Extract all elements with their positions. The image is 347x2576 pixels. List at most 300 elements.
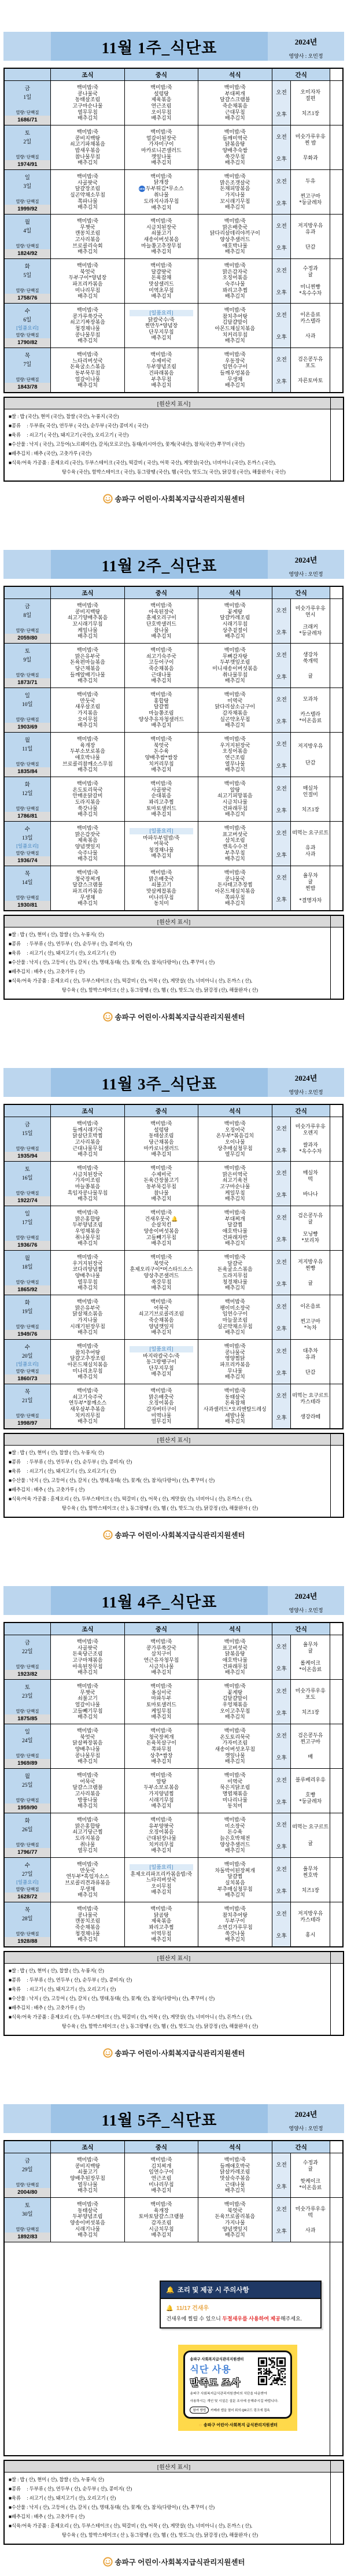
snack-item: 미니찐빵 [300, 284, 321, 290]
day-of-week-label: 화 [24, 782, 30, 788]
breakfast-menu-cell [50, 304, 124, 348]
notice-area-cell [4, 2242, 330, 2456]
dinner-menu-cell [198, 259, 272, 304]
snack-items-cell [291, 866, 330, 911]
menu-item: 미나리무침 [149, 2181, 174, 2187]
snack-items-cell [291, 1858, 330, 1902]
menu-item: 백미밥/죽 [150, 2157, 172, 2163]
menu-item: 돈육굴소스볶음 [217, 1266, 253, 1273]
menu-item: 닭살단호박찜 [72, 1133, 103, 1139]
menu-item: 백미밥/죽 [76, 1210, 99, 1216]
day-of-week-label: 토 [24, 2203, 30, 2209]
menu-item: 무나물 [227, 1368, 243, 1374]
snack-ampm-cell [272, 1635, 291, 1680]
menu-item: 배추김치 [224, 1285, 245, 1291]
day-of-week-label: 월 [24, 1774, 30, 1780]
menu-item: 콩비지백탕 [75, 2163, 101, 2169]
menu-item: 쇠불고기 [77, 2169, 98, 2175]
snack-item: 율무차 [302, 872, 318, 878]
snack-ampm-cell [272, 644, 291, 688]
menu-item: 배추김치 [77, 249, 98, 255]
menu-item: 제육볶음 [151, 97, 172, 103]
breakfast-menu-cell [50, 644, 124, 688]
snack-pm-label: 오후 [276, 853, 287, 859]
day-of-week-label: 수 [24, 309, 30, 315]
breakfast-menu-cell [50, 599, 124, 644]
snack-item: 사과 [305, 2227, 316, 2233]
day-cell [4, 1384, 50, 1429]
day-of-week-label: 화 [24, 264, 30, 270]
snack-am-items [291, 356, 330, 369]
menu-item: 도라지사과무침 [143, 198, 179, 205]
day-row [4, 1769, 343, 1813]
snack-am-items [291, 89, 330, 102]
menu-item: 훈제오리구이 [146, 615, 176, 621]
menu-item: 상추겉절이 [222, 627, 248, 633]
menu-item: 명엽채볶음 [222, 1791, 248, 1797]
menu-item: 북엇국 [80, 1734, 95, 1740]
menu-item: 꼬시래기무침 [72, 621, 103, 627]
snack-item: *둥글레차 [299, 1798, 322, 1804]
menu-item: 배추김치 [151, 1714, 172, 1720]
menu-item: 시금치나물 [222, 799, 248, 805]
snack-item: 찐 밤 [304, 140, 316, 146]
day-row [4, 170, 343, 215]
snack-am-label: 오전 [276, 2163, 287, 2168]
smiley-icon: ☺ [198, 2423, 202, 2427]
menu-item: 시금치나물 [149, 1663, 174, 1669]
calorie-protein-label: 열량/ 단백질 [16, 851, 39, 856]
origin-line: ■식육/어육 가공품 : 훈제오리 ( 산), 두부스테이크 ( 산), 떡갈비 ( 산), 어묵 ( 산), 게맛살( 산), 너비아니 ( 산), 돈까스 ( 산), [9, 2523, 253, 2529]
menu-item: 근대무침 [224, 109, 245, 115]
menu-item: 실곤약채소무침 [70, 192, 105, 198]
snack-item: 쌀과자 [302, 1142, 318, 1148]
menu-item: 백미밥/죽 [150, 870, 172, 876]
menu-item: 백미밥/죽 [150, 1683, 172, 1690]
menu-item: 연두부*흑임자소스 [66, 1873, 109, 1880]
snack-item: 포도 [305, 363, 316, 369]
snack-items-cell [291, 2198, 330, 2242]
menu-item: 사과샐러드*오리엔탈드레싱 [203, 1406, 267, 1412]
menu-item: 맑은조갯살국 [220, 179, 250, 186]
menu-item: 맑은홍합탕 [75, 1215, 101, 1222]
menu-item: 마늘쫑고추장무침 [141, 242, 182, 249]
menu-item: 백미밥/죽 [224, 84, 246, 91]
snack-am-items [291, 1688, 330, 1701]
snack-item: 수정과 [302, 265, 318, 271]
center-logo-smiley-icon [103, 2557, 113, 2567]
menu-item: 우엉채볶음 [222, 1702, 248, 1708]
one-dish-day-tag: [일품요리] [16, 1879, 39, 1885]
extra-cell [330, 1680, 343, 1724]
menu-item: 돈육간장불고기 [143, 1177, 179, 1184]
menu-item: 오징어볶음 [222, 748, 248, 755]
snack-items-cell [291, 1902, 330, 1947]
snack-item: 귤 [308, 2165, 313, 2172]
menu-item: 닭다리살데리야끼구이 [209, 230, 260, 236]
menu-item: 육개장 [153, 2207, 169, 2213]
day-of-week-label: 일 [24, 1211, 30, 1217]
menu-item: 배추김치 [77, 1803, 98, 1809]
menu-item: 백미밥/죽 [224, 736, 246, 742]
menu-item: 치커리무침 [149, 760, 174, 767]
snack-item: 미숫가루우유 [295, 605, 326, 611]
date-label: 29일 [22, 2167, 33, 2173]
menu-item: 백미밥/죽 [224, 1683, 246, 1690]
snack-items-cell [291, 81, 330, 125]
snack-pm-label: 오후 [276, 2229, 287, 2235]
menu-item: 콩나물국 [77, 90, 98, 97]
menu-item: 감자채볶음 [222, 710, 248, 716]
week-section [3, 2104, 344, 2568]
lunch-column-header: 중식 [125, 1104, 198, 1117]
origin-label-box [3, 1951, 344, 2036]
menu-item: 달걀장조림 [75, 186, 101, 192]
calorie-protein-value: 1923/82 [5, 1670, 50, 1679]
menu-item: 배추김치 [77, 1418, 98, 1425]
snack-item: 블루베리우유 [295, 1777, 326, 1783]
menu-item: 배추김치 [77, 1892, 98, 1898]
snack-am-items [291, 1866, 330, 1879]
origin-box-title: [원산지 표시] [5, 1434, 343, 1446]
snack-item: *보리차 [301, 1237, 320, 1244]
menu-item: 백미밥/죽 [224, 1121, 246, 1127]
snack-column-header: 간식 [272, 586, 330, 599]
calorie-protein-label: 열량/ 단백질 [16, 1146, 39, 1151]
snack-ampm-cell [272, 215, 291, 259]
menu-item: 쇠고기피망볶음 [217, 793, 253, 799]
dinner-menu-cell [198, 1858, 272, 1902]
calorie-protein-label: 열량/ 단백질 [16, 717, 39, 722]
menu-item: 콩가루쑥갓국 [72, 313, 103, 319]
snack-am-label: 오전 [276, 1644, 287, 1650]
snack-item: 수정과 [302, 2159, 318, 2165]
extra-cell [330, 170, 343, 215]
menu-item: 꽈리고추찜 [149, 1924, 174, 1930]
menu-item: 열무나물 [77, 2181, 98, 2187]
snack-pm-label: 오후 [276, 897, 287, 903]
breakfast-menu-cell [50, 1340, 124, 1384]
menu-item: 참나물 [153, 1189, 169, 1196]
day-of-week-label: 일 [24, 1729, 30, 1735]
day-column-header [4, 2141, 50, 2153]
date-label: 20일 [22, 1354, 33, 1359]
menu-item: 실치볶음 [224, 1880, 245, 1886]
snack-pm-items [291, 807, 330, 813]
day-of-week-label: 화 [24, 1819, 30, 1824]
menu-item: 달걀스크램블 [72, 1784, 103, 1791]
menu-item: 달걀카레조림 [220, 615, 250, 621]
date-label: 13일 [22, 836, 33, 841]
breakfast-menu-cell [50, 259, 124, 304]
snack-am-label: 오전 [276, 1215, 287, 1221]
snack-item: 홍시 [305, 1931, 316, 1938]
day-row [4, 822, 343, 866]
menu-item: 양상추콘샐러드 [143, 1273, 179, 1278]
menu-item: 백미밥/죽 [150, 218, 172, 224]
snack-pm-label: 오후 [276, 1755, 287, 1761]
snack-item: 찐밤 [305, 885, 316, 891]
menu-item: 김치찌개 [151, 2163, 172, 2169]
menu-item: 연두부*참깨소스 [68, 1400, 107, 1406]
snack-items-cell [291, 1206, 330, 1251]
menu-item: 배추김치 [77, 678, 98, 684]
snack-am-items [291, 696, 330, 703]
extra-cell [330, 215, 343, 259]
menu-item: 가지양념찜 [149, 1791, 174, 1797]
dinner-menu-cell [198, 215, 272, 259]
menu-item: 쑥갓무침 [224, 153, 245, 160]
menu-item: 부추무침 [151, 376, 172, 382]
menu-item: 우동장국 [224, 357, 245, 364]
menu-item: 배추김치 [151, 767, 172, 773]
snack-am-label: 오전 [276, 1304, 287, 1310]
snack-pm-items [291, 110, 330, 117]
center-logo-smiley-icon [103, 1530, 113, 1540]
snack-am-items [291, 873, 330, 892]
snack-item: 검은콩두유 [298, 356, 323, 363]
menu-item: 참나물무침 [75, 153, 101, 160]
menu-item: 배추김치 [151, 1329, 172, 1336]
week-title: 11월 4주_식단표 [51, 1586, 268, 1615]
lunch-menu-cell [125, 599, 198, 644]
menu-item: 맑은배춧국 [149, 875, 174, 882]
band-left-spacer [3, 32, 51, 61]
snack-item: 저지방우유 [298, 223, 323, 229]
menu-item: 콩나물국 [77, 1912, 98, 1918]
menu-item: 오이무침 [77, 716, 98, 722]
menu-item: 육개장 [80, 742, 95, 748]
extra-cell [330, 1902, 343, 1947]
menu-item: 배추김치 [224, 1669, 245, 1676]
menu-item: 사골팟국 [77, 1644, 98, 1651]
menu-item: 연근조림 [224, 755, 245, 760]
menu-item: 미역국 [227, 1778, 243, 1784]
day-of-week-label: 금 [24, 1122, 30, 1128]
menu-item: 동태살조림 [149, 1133, 174, 1139]
menu-item: 양상추샐러드 [220, 1841, 250, 1847]
dinner-menu-cell [198, 1384, 272, 1429]
menu-item: 닭다리살소금구이 [215, 704, 256, 710]
snack-pm-items [291, 1660, 330, 1673]
menu-item: 코다리양념찜 [72, 1266, 103, 1273]
snack-item: 떡 [308, 2212, 313, 2219]
snack-items-cell [291, 822, 330, 866]
menu-item: 마파두부 [151, 1695, 172, 1702]
snack-am-label: 오전 [276, 831, 287, 837]
menu-item: 백미밥/죽 [224, 173, 246, 180]
snack-am-items [291, 2206, 330, 2219]
snack-items-cell [291, 688, 330, 733]
calorie-protein-value: 1860/73 [5, 1374, 50, 1384]
menu-item: 백미밥/죽 [76, 218, 99, 224]
menu-item: 백미밥/죽 [150, 603, 172, 609]
origin-box-title: [원산지 표시] [5, 1952, 343, 1964]
snack-item: 귤 [308, 672, 313, 679]
calorie-protein-value: 1998/97 [5, 1419, 50, 1428]
day-row [4, 304, 343, 348]
extra-cell [330, 81, 343, 125]
menu-item: 묵은지닭조림 [220, 1784, 250, 1791]
snack-pm-label: 오후 [276, 1282, 287, 1288]
menu-item: 캔꽁치조림 [75, 1918, 101, 1924]
day-of-week-label: 월 [24, 738, 30, 744]
snack-am-items [291, 2160, 330, 2172]
day-of-week-label: 일 [24, 175, 30, 181]
snack-am-items [291, 1348, 330, 1361]
origin-line: ■콩류 : 두부류( 국산), 연두부 ( 국산), 순두부 (국산) 콩비지 ( 국산) [9, 423, 149, 428]
menu-item: 삼치구이 [151, 1651, 172, 1657]
menu-item: 청경채나물 [75, 326, 101, 331]
lunch-menu-cell [125, 1251, 198, 1295]
snack-am-items [291, 605, 330, 618]
menu-item: 백미밥/죽 [76, 1299, 99, 1305]
menu-item: 케일무침 [224, 1189, 245, 1196]
snack-ampm-cell [272, 1858, 291, 1902]
day-cell [4, 1902, 50, 1947]
calorie-protein-value: 1796/77 [5, 1848, 50, 1857]
snack-items-cell [291, 2153, 330, 2198]
snack-pm-items [291, 2227, 330, 2234]
snack-pm-label: 오후 [276, 630, 287, 636]
menu-table [3, 586, 344, 911]
menu-item: 두부깻잎조림 [220, 659, 250, 666]
menu-item: 돈육브로콜리볶음 [215, 2213, 256, 2220]
menu-item: 차돌박이된장찌개 [215, 1867, 256, 1873]
menu-item: 배추김치 [224, 1240, 245, 1247]
menu-item: 달걀팟국 [151, 268, 172, 275]
lunch-menu-cell [125, 304, 198, 348]
menu-item: 캔옥수수전 [222, 844, 248, 849]
date-label: 3일 [23, 184, 32, 190]
snack-ampm-cell [272, 1902, 291, 1947]
snack-pm-items [291, 1231, 330, 1244]
snack-pm-items [291, 1840, 330, 1847]
menu-item: 홍합탕 [153, 697, 169, 704]
menu-item: 배추김치 [77, 160, 98, 166]
calorie-protein-label: 열량/ 단백질 [16, 1753, 39, 1758]
snack-item: 귤 [308, 271, 313, 278]
day-row [4, 1680, 343, 1724]
calorie-protein-label: 열량/ 단백질 [16, 1191, 39, 1196]
snack-ampm-cell [272, 1162, 291, 1206]
band-left-spacer [3, 1068, 51, 1097]
week-header-band [3, 550, 344, 579]
menu-item: 부추무침 [224, 849, 245, 856]
snack-item: 찐빵 [305, 1265, 316, 1272]
lunch-menu-cell [125, 866, 198, 911]
origin-box-title: [원산지 표시] [5, 916, 343, 927]
menu-item: 수제비국 [151, 1171, 172, 1177]
menu-item: 건파래자반 [222, 1234, 248, 1240]
menu-item: 동태살국 [224, 1394, 245, 1400]
menu-item: 달걀찜 [227, 1222, 243, 1228]
day-of-week-label: 금 [24, 86, 30, 92]
snack-pm-items [291, 155, 330, 161]
day-cell [4, 1635, 50, 1680]
menu-item: 고구마순나물 [72, 103, 103, 109]
survey-method-text: 카메라 앱을 열어 위의 QR코드 링크에 접속 [211, 2409, 270, 2412]
day-of-week-label: 목 [24, 1908, 30, 1913]
snack-item: 모닝빵 [302, 1231, 318, 1237]
menu-table [3, 1622, 344, 1947]
menu-item: 콩나물국 [224, 1349, 245, 1355]
menu-item: 실곤약초무침 [220, 716, 250, 722]
day-of-week-label: 토 [24, 1685, 30, 1691]
notice-row [4, 2242, 343, 2456]
menu-item: 백미밥/죽 [150, 1817, 172, 1823]
snack-pm-label: 오후 [276, 246, 287, 252]
menu-item: 백미밥/죽 [150, 1906, 172, 1912]
origin-line: ■쌀 : 밥 ( 산), 현미 ( 산), 찹쌀 ( 산), 누룽지( 산) [9, 1968, 104, 1973]
snack-am-label: 오전 [276, 875, 287, 881]
calorie-protein-label: 열량/ 단백질 [16, 1887, 39, 1892]
origin-line: ■수산물 : 낙지 ( 산), 고등어 ( 산), 갈치 ( 산), 명태,동태( 산), 꽃게( 산), 참치(다랑어) ( 산), 쭈꾸미 ( 산) [9, 2505, 215, 2510]
menu-item: 백미밥/죽 [150, 173, 172, 179]
menu-item: 늙은호박채전 [220, 1835, 250, 1841]
breakfast-menu-cell [50, 1813, 124, 1858]
one-dish-day-tag: [일품요리] [16, 1361, 39, 1367]
snack-item: 치즈1장 [301, 806, 320, 812]
extra-cell [330, 733, 343, 777]
snack-pm-items [291, 284, 330, 297]
menu-item: 백미밥/죽 [76, 781, 99, 787]
day-row [4, 1251, 343, 1295]
origin-line: ■식육/어육 가공품 : 훈제오리 ( 산), 두부스테이크 ( 산), 떡갈비 ( 산), 어묵 ( 산), 게맛살( 산), 너비아니 ( 산), 돈까스 ( 산), [9, 978, 253, 984]
menu-item: 아몬드채실치볶음 [67, 1362, 108, 1368]
breakfast-menu-cell [50, 822, 124, 866]
menu-item: 양배추나물 [75, 1746, 101, 1752]
menu-item: 배추김치 [224, 811, 245, 818]
menu-item: 백미밥/죽 [76, 1388, 99, 1394]
menu-item: 찐만두*양념장 [145, 323, 178, 329]
snack-item: 사과 [305, 332, 316, 339]
menu-item: 고사리볶음 [75, 1139, 101, 1145]
menu-item: 백미밥/죽 [76, 1861, 99, 1868]
origin-line: 탕수육 ( 산), 함박스테이크 ( 산 ), 동그랑땡 ( 산), 햄 ( 산), 핫도그( 산), 닭강정 (산), 해물완자 ( 산) [62, 1506, 258, 1511]
lunch-menu-cell [125, 215, 198, 259]
snack-pm-items [291, 1754, 330, 1760]
menu-item: 설렁탕 [153, 90, 169, 97]
extra-cell [330, 304, 343, 348]
dinner-menu-cell [198, 2153, 272, 2198]
snack-am-label: 오전 [276, 224, 287, 230]
menu-item: 취나물무침 [75, 1234, 101, 1240]
day-row [4, 1340, 343, 1384]
menu-item: 세발나물 [224, 1412, 245, 1418]
menu-item: 배추김치 [77, 382, 98, 389]
breakfast-menu-cell [50, 866, 124, 911]
table-header-row [4, 2141, 343, 2153]
snack-am-label: 오전 [276, 1171, 287, 1177]
menu-item: 무생채 [80, 894, 95, 900]
week-header-info [268, 2104, 344, 2133]
breakfast-menu-cell [50, 1251, 124, 1295]
notice-text-pre: 건새우에 찔릴 수 있으니 [166, 2316, 223, 2322]
day-cell [4, 1251, 50, 1295]
snack-pm-items [291, 244, 330, 250]
day-row [4, 599, 343, 644]
menu-item: 달걀찜 [153, 704, 169, 710]
menu-item: 얼갈이나물 [75, 376, 101, 382]
menu-item: 토마토달걀스크램블 [138, 2213, 184, 2220]
menu-item: 맑은배춧국 [222, 224, 248, 230]
nutritionist-label: 영양사 : 오민정 [289, 1089, 323, 1095]
menu-item: 미나리초무침 [72, 1368, 103, 1374]
center-logo-text: 송파구 어린이·사회복지급식관리지원센터 [115, 2049, 245, 2058]
snack-items-cell [291, 777, 330, 822]
snack-am-label: 오전 [276, 135, 287, 141]
